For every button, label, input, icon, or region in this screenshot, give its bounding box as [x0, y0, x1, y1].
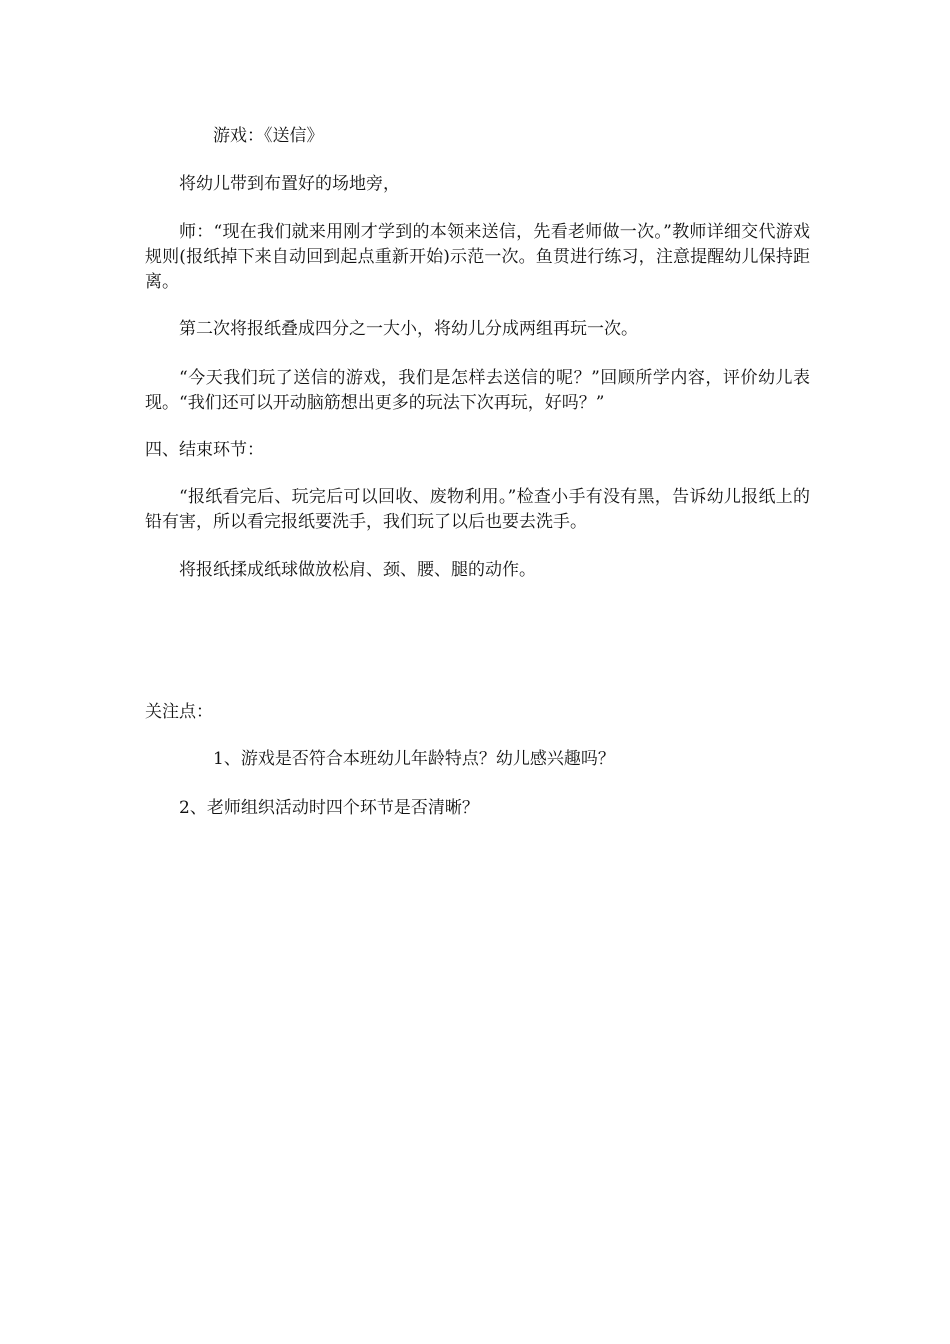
paragraph-second-round: 第二次将报纸叠成四分之一大小，将幼儿分成两组再玩一次。: [179, 319, 638, 339]
paragraph-teacher-instructions: 师：“现在我们就来用刚才学到的本领来送信，先看老师做一次。”教师详细交代游戏规则(报纸掉下来自动回到起点重新开始)示范一次。鱼贯进行练习，注意提醒幼儿保持距离。: [145, 222, 810, 292]
paragraph-lead-children: 将幼儿带到布置好的场地旁，: [179, 174, 400, 194]
section-heading-ending: 四、结束环节：: [145, 440, 264, 460]
paragraph-wash-hands: “报纸看完后、玩完后可以回收、废物利用。”检查小手有没有黑，告诉幼儿报纸上的铅有害，所以看完报纸要洗手，我们玩了以后也要去洗手。: [145, 487, 810, 532]
focus-point-2: 2、老师组织活动时四个环节是否清晰？: [179, 798, 479, 818]
paragraph-relax-exercise: 将报纸揉成纸球做放松肩、颈、腰、腿的动作。: [179, 560, 536, 580]
paragraph-review: “今天我们玩了送信的游戏，我们是怎样去送信的呢？”回顾所学内容，评价幼儿表现。“我们还可以开动脑筋想出更多的玩法下次再玩，好吗？”: [145, 368, 810, 413]
focus-points-heading: 关注点：: [145, 702, 213, 722]
game-title: 游戏：《送信》: [213, 126, 324, 146]
focus-point-1: 1、游戏是否符合本班幼儿年龄特点？幼儿感兴趣吗？: [213, 749, 615, 769]
